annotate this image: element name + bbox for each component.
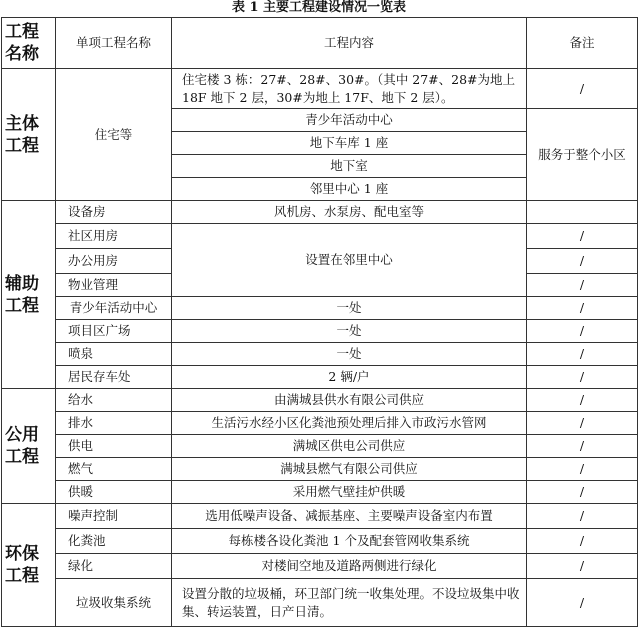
header-subproject: 单项工程名称 <box>56 18 172 69</box>
table-row <box>2 389 638 412</box>
content-cell: 生活污水经小区化粪池预处理后排入市政污水管网 <box>172 412 527 435</box>
content-cell: 一处 <box>172 297 527 320</box>
note-cell: / <box>527 529 638 554</box>
sub-cell: 物业管理 <box>56 274 172 297</box>
sub-cell: 供电 <box>56 435 172 458</box>
content-cell: 地下车库 1 座 <box>172 132 527 155</box>
note-cell: / <box>527 481 638 504</box>
note-cell: / <box>527 458 638 481</box>
content-cell: 对楼间空地及道路两侧进行绿化 <box>172 554 527 579</box>
sub-cell: 项目区广场 <box>56 320 172 343</box>
content-cell: 住宅楼 3 栋：27#、28#、30#。（其中 27#、28#为地上 18F 地下 2 层，30#为地上 17F、地下 2 层）。 <box>172 69 527 109</box>
note-cell: / <box>527 224 638 249</box>
table-row <box>2 435 638 458</box>
table-row <box>2 458 638 481</box>
content-cell: 每栋楼各设化粪池 1 个及配套管网收集系统 <box>172 529 527 554</box>
content-cell: 一处 <box>172 320 527 343</box>
table-row <box>2 579 638 627</box>
sub-cell: 垃圾收集系统 <box>56 579 172 627</box>
content-cell: 风机房、水泵房、配电室等 <box>172 201 527 224</box>
note-cell: / <box>527 504 638 529</box>
sub-cell: 供暖 <box>56 481 172 504</box>
note-cell: / <box>527 412 638 435</box>
content-cell: 满城县燃气有限公司供应 <box>172 458 527 481</box>
note-cell: / <box>527 274 638 297</box>
sub-cell: 青少年活动中心 <box>56 297 172 320</box>
table-row <box>2 201 638 224</box>
header-category: 工程名称 <box>2 18 56 69</box>
sub-cell: 化粪池 <box>56 529 172 554</box>
note-cell <box>527 201 638 224</box>
content-cell: 采用燃气壁挂炉供暖 <box>172 481 527 504</box>
content-cell: 邻里中心 1 座 <box>172 178 527 201</box>
content-cell: 设置分散的垃圾桶，环卫部门统一收集处理。不设垃圾集中收集、转运装置，日产日清。 <box>172 579 527 627</box>
content-cell: 由满城县供水有限公司供应 <box>172 389 527 412</box>
table-row <box>2 529 638 554</box>
content-cell: 2 辆/户 <box>172 366 527 389</box>
table-row <box>2 343 638 366</box>
sub-cell: 噪声控制 <box>56 504 172 529</box>
table-row <box>2 69 638 109</box>
table-row <box>2 320 638 343</box>
note-cell: / <box>527 343 638 366</box>
sub-cell: 喷泉 <box>56 343 172 366</box>
sub-cell: 社区用房 <box>56 224 172 249</box>
sub-cell: 办公用房 <box>56 249 172 274</box>
note-cell: / <box>527 389 638 412</box>
sub-cell: 住宅等 <box>56 69 172 201</box>
table-row <box>2 224 638 249</box>
note-cell: / <box>527 320 638 343</box>
note-cell: / <box>527 297 638 320</box>
sub-cell: 设备房 <box>56 201 172 224</box>
sub-cell: 燃气 <box>56 458 172 481</box>
table-caption: 表 1 主要工程建设情况一览表 <box>231 0 407 15</box>
table-row <box>2 366 638 389</box>
note-cell: / <box>527 554 638 579</box>
content-cell: 满城区供电公司供应 <box>172 435 527 458</box>
category-main: 主体工程 <box>2 69 56 201</box>
note-cell: / <box>527 366 638 389</box>
table-header-row <box>2 18 638 69</box>
header-content: 工程内容 <box>172 18 527 69</box>
table-row <box>2 554 638 579</box>
sub-cell: 绿化 <box>56 554 172 579</box>
project-table <box>1 17 638 627</box>
sub-cell: 排水 <box>56 412 172 435</box>
content-cell: 选用低噪声设备、减振基座、主要噪声设备室内布置 <box>172 504 527 529</box>
note-cell: / <box>527 579 638 627</box>
note-cell: / <box>527 435 638 458</box>
sub-cell: 给水 <box>56 389 172 412</box>
content-cell: 地下室 <box>172 155 527 178</box>
content-cell: 设置在邻里中心 <box>172 224 527 297</box>
table-row <box>2 504 638 529</box>
table-row <box>2 412 638 435</box>
table-row <box>2 297 638 320</box>
note-cell: 服务于整个小区 <box>527 109 638 201</box>
table-row <box>2 481 638 504</box>
content-cell: 青少年活动中心 <box>172 109 527 132</box>
category-utility: 公用工程 <box>2 389 56 504</box>
header-note: 备注 <box>527 18 638 69</box>
note-cell: / <box>527 69 638 109</box>
content-cell: 一处 <box>172 343 527 366</box>
category-environmental: 环保工程 <box>2 504 56 627</box>
category-auxiliary: 辅助工程 <box>2 201 56 389</box>
sub-cell: 居民存车处 <box>56 366 172 389</box>
note-cell: / <box>527 249 638 274</box>
